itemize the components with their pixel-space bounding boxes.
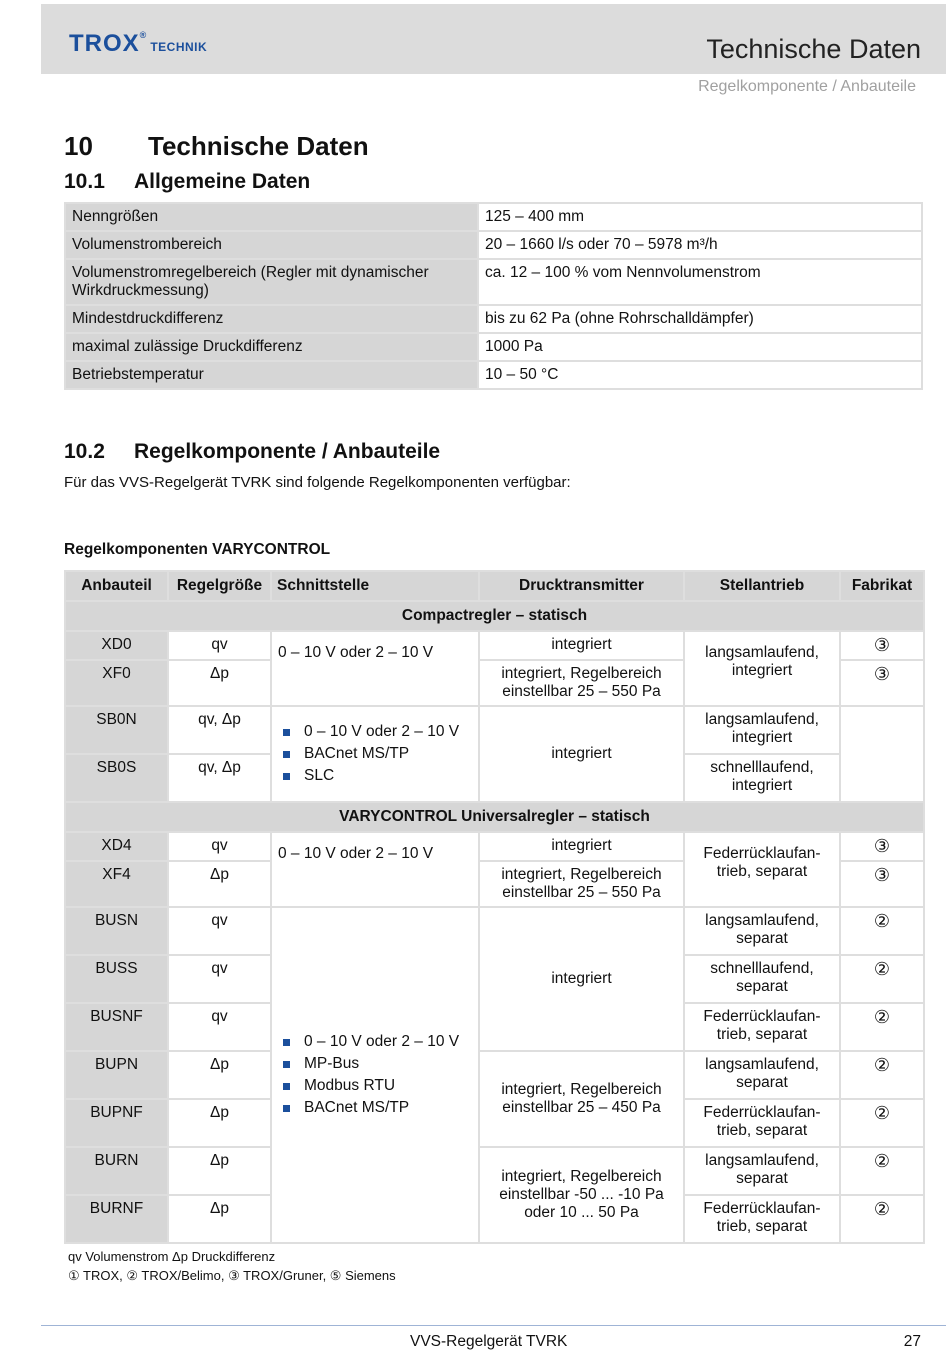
header-subtitle: Regelkomponente / Anbauteile: [698, 78, 916, 95]
cell-brand: ②: [840, 907, 924, 955]
cell-brand: ③: [840, 631, 924, 660]
cell-size: qv: [168, 907, 271, 955]
col-header-schnittstelle: Schnittstelle: [271, 571, 479, 601]
interface-item: 0 – 10 V oder 2 – 10 V: [276, 721, 474, 743]
interface-item: BACnet MS/TP: [276, 743, 474, 765]
page-header: [41, 4, 946, 74]
cell-actuator: Federrücklaufan-trieb, separat: [684, 832, 840, 907]
row-label: Volumenstrombereich: [65, 231, 478, 259]
group-header-row: [65, 802, 924, 832]
cell-transmitter: integriert: [479, 631, 684, 660]
table-row: [65, 631, 924, 660]
group-title: Compactregler – statisch: [65, 601, 924, 631]
row-label: Nenngrößen: [65, 203, 478, 231]
table-row: [65, 706, 924, 754]
page-number: 27: [903, 1333, 921, 1350]
row-label: Mindestdruckdifferenz: [65, 305, 478, 333]
cell-size: qv, Δp: [168, 706, 271, 754]
table-row: [65, 361, 922, 389]
cell-actuator: langsamlaufend, separat: [684, 1147, 840, 1195]
cell-size: Δp: [168, 1147, 271, 1195]
cell-part: XD0: [65, 631, 168, 660]
cell-part: SB0S: [65, 754, 168, 802]
trox-logo: [69, 30, 207, 58]
section-number: 10.2: [64, 440, 105, 463]
section-heading-10-1: [64, 170, 310, 194]
cell-part: BURN: [65, 1147, 168, 1195]
general-data-table: [64, 202, 923, 390]
logo-text: TROX: [69, 30, 140, 57]
cell-part: BURNF: [65, 1195, 168, 1243]
cell-part: SB0N: [65, 706, 168, 754]
section-title: Technische Daten: [148, 131, 369, 161]
col-header-drucktransmitter: Drucktransmitter: [479, 571, 684, 601]
section-number: 10: [64, 131, 93, 161]
logo-registered-mark: ®: [139, 30, 147, 40]
table-header-row: [65, 571, 924, 601]
interface-item: Modbus RTU: [276, 1075, 474, 1097]
cell-size: Δp: [168, 1099, 271, 1147]
note-legend-brands: ① TROX, ② TROX/Belimo, ③ TROX/Gruner, ⑤ Siemens: [68, 1268, 396, 1283]
cell-actuator: Federrücklaufan-trieb, separat: [684, 1099, 840, 1147]
table-row: [65, 1147, 924, 1195]
table-row: [65, 231, 922, 259]
logo-subtext: TECHNIK: [150, 40, 208, 54]
table-row: [65, 203, 922, 231]
cell-transmitter: integriert: [479, 706, 684, 802]
row-label: maximal zulässige Druckdifferenz: [65, 333, 478, 361]
cell-part: BUPNF: [65, 1099, 168, 1147]
table-row: [65, 907, 924, 955]
section-intro: Für das VVS-Regelgerät TVRK sind folgende Regelkomponenten verfügbar:: [64, 474, 571, 491]
cell-size: qv: [168, 955, 271, 1003]
cell-brand: ②: [840, 955, 924, 1003]
cell-brand: ②: [840, 1051, 924, 1099]
cell-size: Δp: [168, 660, 271, 706]
cell-actuator: Federrücklaufan-trieb, separat: [684, 1003, 840, 1051]
table-row: [65, 259, 922, 305]
header-title: Technische Daten: [706, 34, 921, 64]
cell-transmitter: integriert, Regelbereich einstellbar 25 – 550 Pa: [479, 660, 684, 706]
cell-size: qv, Δp: [168, 754, 271, 802]
cell-brand: ②: [840, 1099, 924, 1147]
cell-brand: ②: [840, 1003, 924, 1051]
cell-part: XF0: [65, 660, 168, 706]
cell-interface: 0 – 10 V oder 2 – 10 V: [271, 631, 479, 706]
row-value: 1000 Pa: [478, 333, 922, 361]
note-legend-units: qv Volumenstrom Δp Druckdifferenz: [68, 1249, 276, 1264]
row-value: ca. 12 – 100 % vom Nennvolumenstrom: [478, 259, 922, 305]
row-value: 10 – 50 °C: [478, 361, 922, 389]
cell-part: BUSNF: [65, 1003, 168, 1051]
components-table: [64, 570, 925, 1244]
section-heading-10-2: [64, 440, 440, 464]
cell-interface: 0 – 10 V oder 2 – 10 V: [271, 832, 479, 907]
section-heading-10: [64, 131, 369, 162]
col-header-fabrikat: Fabrikat: [840, 571, 924, 601]
cell-part: BUSS: [65, 955, 168, 1003]
interface-item: SLC: [276, 765, 474, 787]
footer-divider: [41, 1325, 946, 1326]
cell-transmitter: integriert: [479, 832, 684, 861]
cell-size: qv: [168, 832, 271, 861]
cell-actuator: langsamlaufend, separat: [684, 1051, 840, 1099]
col-header-regelgroesse: Regelgröße: [168, 571, 271, 601]
section-title: Allgemeine Daten: [134, 170, 311, 193]
cell-part: XD4: [65, 832, 168, 861]
group-header-row: [65, 601, 924, 631]
cell-size: Δp: [168, 1051, 271, 1099]
cell-actuator: schnelllaufend, integriert: [684, 754, 840, 802]
cell-transmitter: integriert, Regelbereich einstellbar 25 – 550 Pa: [479, 861, 684, 907]
cell-transmitter: integriert, Regelbereich einstellbar 25 – 450 Pa: [479, 1051, 684, 1147]
cell-brand: ③: [840, 832, 924, 861]
row-value: bis zu 62 Pa (ohne Rohrschalldämpfer): [478, 305, 922, 333]
cell-size: Δp: [168, 861, 271, 907]
cell-actuator: langsamlaufend, integriert: [684, 631, 840, 706]
row-label: Betriebstemperatur: [65, 361, 478, 389]
cell-brand: ③: [840, 660, 924, 706]
cell-interface: [271, 706, 479, 802]
col-header-anbauteil: Anbauteil: [65, 571, 168, 601]
cell-size: qv: [168, 631, 271, 660]
cell-interface: [271, 907, 479, 1243]
cell-part: BUPN: [65, 1051, 168, 1099]
interface-item: 0 – 10 V oder 2 – 10 V: [276, 1031, 474, 1053]
row-value: 125 – 400 mm: [478, 203, 922, 231]
cell-actuator: Federrücklaufan-trieb, separat: [684, 1195, 840, 1243]
row-value: 20 – 1660 l/s oder 70 – 5978 m³/h: [478, 231, 922, 259]
section-number: 10.1: [64, 170, 105, 193]
table-row: [65, 1051, 924, 1099]
cell-part: BUSN: [65, 907, 168, 955]
cell-actuator: schnelllaufend, separat: [684, 955, 840, 1003]
cell-brand: ③: [840, 861, 924, 907]
table-row: [65, 832, 924, 861]
table-title: Regelkomponenten VARYCONTROL: [64, 541, 331, 558]
col-header-stellantrieb: Stellantrieb: [684, 571, 840, 601]
cell-brand: ②: [840, 1147, 924, 1195]
cell-transmitter: integriert: [479, 907, 684, 1051]
footer-title: VVS-Regelgerät TVRK: [410, 1333, 568, 1350]
table-notes: [68, 1247, 396, 1285]
cell-part: XF4: [65, 861, 168, 907]
cell-actuator: langsamlaufend, integriert: [684, 706, 840, 754]
cell-actuator: langsamlaufend, separat: [684, 907, 840, 955]
interface-list: [276, 1031, 474, 1119]
table-row: [65, 305, 922, 333]
cell-brand: [840, 706, 924, 802]
cell-transmitter: integriert, Regelbereich einstellbar -50 ... -10 Pa oder 10 ... 50 Pa: [479, 1147, 684, 1243]
table-row: [65, 333, 922, 361]
cell-brand: ②: [840, 1195, 924, 1243]
interface-item: MP-Bus: [276, 1053, 474, 1075]
cell-size: Δp: [168, 1195, 271, 1243]
interface-item: BACnet MS/TP: [276, 1097, 474, 1119]
interface-list: [276, 721, 474, 787]
section-title: Regelkomponente / Anbauteile: [134, 440, 441, 463]
row-label: Volumenstromregelbereich (Regler mit dynamischer Wirkdruckmessung): [65, 259, 478, 305]
cell-size: qv: [168, 1003, 271, 1051]
group-title: VARYCONTROL Universalregler – statisch: [65, 802, 924, 832]
